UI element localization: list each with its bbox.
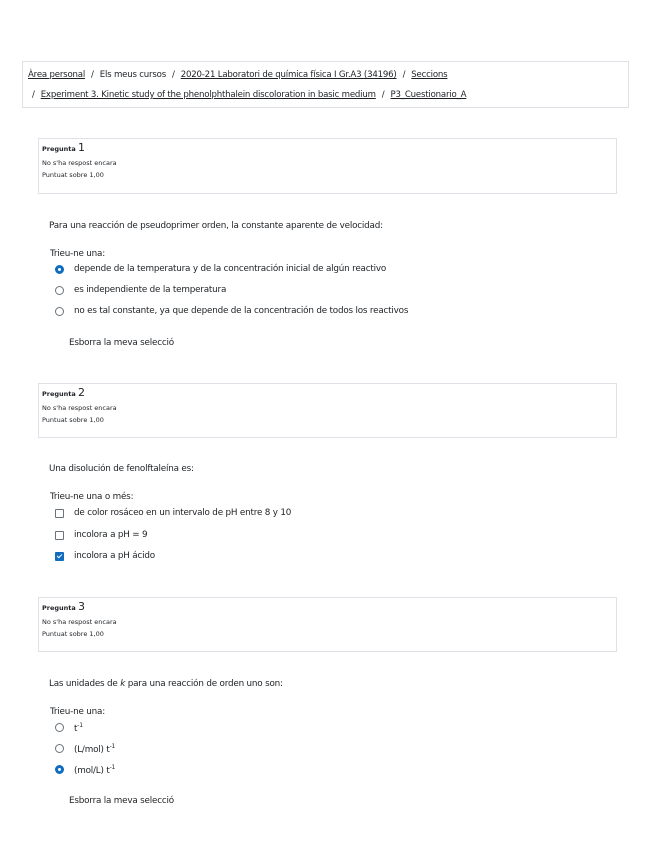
- option-label: depende de la temperatura y de la concentración inicial de algún reactivo: [74, 264, 387, 274]
- clear-selection-button[interactable]: Esborra la meva selecció: [69, 796, 174, 806]
- question-text-part: para una reacción de orden uno son:: [125, 679, 283, 689]
- radio-button[interactable]: [55, 765, 64, 774]
- question-1-prompt: Trieu-ne una:: [50, 249, 105, 259]
- option-exponent: -1: [77, 722, 83, 729]
- option-label: no es tal constante, ya que depende de la concentración de todos los reactivos: [74, 306, 409, 316]
- option-label: incolora a pH ácido: [74, 551, 155, 561]
- radio-button[interactable]: [55, 723, 64, 732]
- breadcrumb-separator: /: [381, 90, 385, 100]
- breadcrumb: [22, 61, 629, 108]
- option-exponent: -1: [109, 743, 116, 750]
- breadcrumb-home-link[interactable]: Àrea personal: [28, 70, 86, 80]
- question-1-option-c[interactable]: [55, 306, 408, 316]
- question-1-option-b[interactable]: [55, 285, 226, 295]
- breadcrumb-my-courses: Els meus cursos: [99, 70, 166, 80]
- checkbox[interactable]: [55, 552, 64, 561]
- question-label: Pregunta: [42, 145, 76, 153]
- question-3-option-a[interactable]: [55, 722, 83, 734]
- breadcrumb-quiz-link[interactable]: P3_Cuestionario_A: [390, 90, 467, 100]
- question-text-part: Las unidades de: [49, 679, 121, 689]
- question-2-info: [38, 383, 617, 438]
- breadcrumb-experiment-link[interactable]: Experiment 3. Kinetic study of the phenolphthalein discoloration in basic medium: [40, 90, 376, 100]
- option-base: (mol/L) t: [74, 765, 110, 776]
- question-2-option-c[interactable]: [55, 551, 155, 561]
- question-number: [42, 142, 613, 155]
- question-3-option-c[interactable]: [55, 764, 115, 776]
- option-label: [74, 743, 115, 755]
- question-3-option-b[interactable]: [55, 743, 115, 755]
- question-grade: Puntuat sobre 1,00: [42, 630, 104, 638]
- option-base: (L/mol) t: [74, 744, 110, 755]
- question-2-option-b[interactable]: [55, 530, 147, 540]
- option-label: [74, 764, 115, 776]
- radio-button[interactable]: [55, 286, 64, 295]
- radio-button[interactable]: [55, 307, 64, 316]
- option-base: t: [74, 723, 78, 734]
- checkbox[interactable]: [55, 509, 64, 518]
- clear-selection-button[interactable]: Esborra la meva selecció: [69, 338, 174, 348]
- option-exponent: -1: [109, 764, 116, 771]
- question-status: No s'ha respost encara: [42, 159, 117, 167]
- breadcrumb-separator: /: [402, 70, 406, 80]
- radio-button[interactable]: [55, 744, 64, 753]
- question-2-text: Una disolución de fenolftaleína es:: [49, 464, 194, 474]
- question-grade: Puntuat sobre 1,00: [42, 171, 104, 179]
- question-1-info: [38, 138, 617, 194]
- checkbox[interactable]: [55, 531, 64, 540]
- breadcrumb-course-link[interactable]: 2020-21 Laboratori de química física I Gr.A3 (34196): [180, 70, 397, 80]
- question-3-text: [49, 679, 283, 689]
- question-number-value: 2: [78, 386, 86, 399]
- option-label: [74, 722, 83, 734]
- question-1-text: Para una reacción de pseudoprimer orden, la constante aparente de velocidad:: [49, 221, 383, 231]
- question-label: Pregunta: [42, 604, 76, 612]
- radio-button[interactable]: [55, 265, 64, 274]
- question-text-variable: k: [120, 679, 126, 689]
- question-2-option-a[interactable]: [55, 508, 291, 518]
- question-1-option-a[interactable]: [55, 264, 386, 274]
- question-3-info: [38, 597, 617, 652]
- question-number: [42, 387, 613, 400]
- option-label: incolora a pH = 9: [74, 530, 148, 540]
- option-label: es independiente de la temperatura: [74, 285, 227, 295]
- question-label: Pregunta: [42, 390, 76, 398]
- breadcrumb-separator: /: [32, 90, 35, 100]
- breadcrumb-sections-link[interactable]: Seccions: [411, 70, 448, 80]
- breadcrumb-separator: /: [172, 70, 175, 80]
- question-status: No s'ha respost encara: [42, 404, 117, 412]
- question-status: No s'ha respost encara: [42, 618, 117, 626]
- question-grade: Puntuat sobre 1,00: [42, 416, 104, 424]
- question-3-prompt: Trieu-ne una:: [50, 707, 105, 717]
- question-number: [42, 601, 613, 614]
- option-label: de color rosáceo en un intervalo de pH entre 8 y 10: [74, 508, 292, 518]
- question-2-prompt: Trieu-ne una o més:: [50, 492, 134, 502]
- breadcrumb-separator: /: [91, 70, 94, 80]
- question-number-value: 1: [78, 141, 86, 154]
- question-number-value: 3: [78, 600, 86, 613]
